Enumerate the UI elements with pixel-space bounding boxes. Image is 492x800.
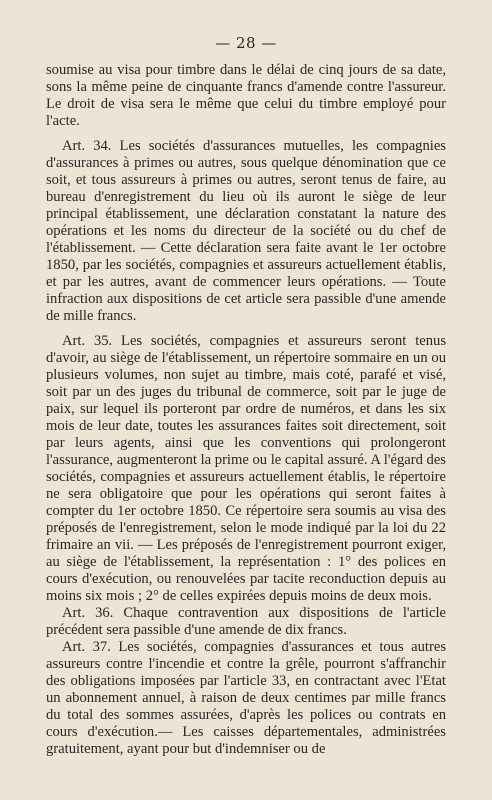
page-number: — 28 — <box>215 34 277 52</box>
paragraph-article-35: Art. 35. Les sociétés, compagnies et assureurs seront tenus d'avoir, au siège de l'établissement, un répertoire sommaire en un ou plusieurs volumes, non sujet au timbre, mais coté, parafé et visé, soit par un des juges du tribunal de commerce, soit par le juge de paix, sur lequel ils porteront par ordre de numéros, et dans les six mois de leur date, toutes les assurances faites soit directement, soit par leurs agents, ainsi que les conventions qui prolongeront l'assurance, augmenteront la prime ou le capital assuré. A l'égard des sociétés, compagnies et assureurs actuellement établis, le répertoire ne sera obligatoire que pour les opérations qui seront faites à compter du 1er octobre 1850. Ce répertoire sera soumis au visa des préposés de l'enregistrement, selon le mode indiqué par la loi du 22 frimaire an vii. — Les préposés de l'enregistrement pourront exiger, au siège de l'établissement, la représentation : 1° des polices en cours d'exécution, ou renouvelées par tacite reconduction depuis au moins six mois ; 2° de celles expirées depuis moins de deux mois. <box>46 333 446 604</box>
body-text <box>46 62 446 758</box>
paragraph-article-37: Art. 37. Les sociétés, compagnies d'assurances et tous autres assureurs contre l'incendie et contre la grêle, pourront s'affranchir des obligations imposées par l'article 33, en contractant avec l'Etat un abonnement annuel, à raison de deux centimes par mille francs du total des sommes assurées, d'après les polices ou contrats en cours d'exécution.— Les caisses départementales, administrées gratuitement, ayant pour but d'indemniser ou de <box>46 639 446 757</box>
paragraph-continuation: soumise au visa pour timbre dans le délai de cinq jours de sa date, sons la même peine de cinquante francs d'amende contre l'assureur. Le droit de visa sera le même que celui du timbre employé pour l'acte. <box>46 62 446 129</box>
paragraph-article-34: Art. 34. Les sociétés d'assurances mutuelles, les compagnies d'assurances à primes ou autres, sous quelque dénomination que ce soit, et tous assureurs à primes ou autres, seront tenus de faire, au bureau d'enregistrement du lieu où ils auront le siège de leur principal établissement, une déclaration constatant la nature des opérations et les noms du directeur de la société ou du chef de l'établissement. — Cette déclaration sera faite avant le 1er octobre 1850, par les sociétés, compagnies et assureurs actuellement établis, et par les autres, avant de commencer leurs opérations. — Toute infraction aux dispositions de cet article sera passible d'une amende de mille francs. <box>46 138 446 324</box>
paragraph-article-36: Art. 36. Chaque contravention aux dispositions de l'article précédent sera passible d'une amende de dix francs. <box>46 605 446 638</box>
